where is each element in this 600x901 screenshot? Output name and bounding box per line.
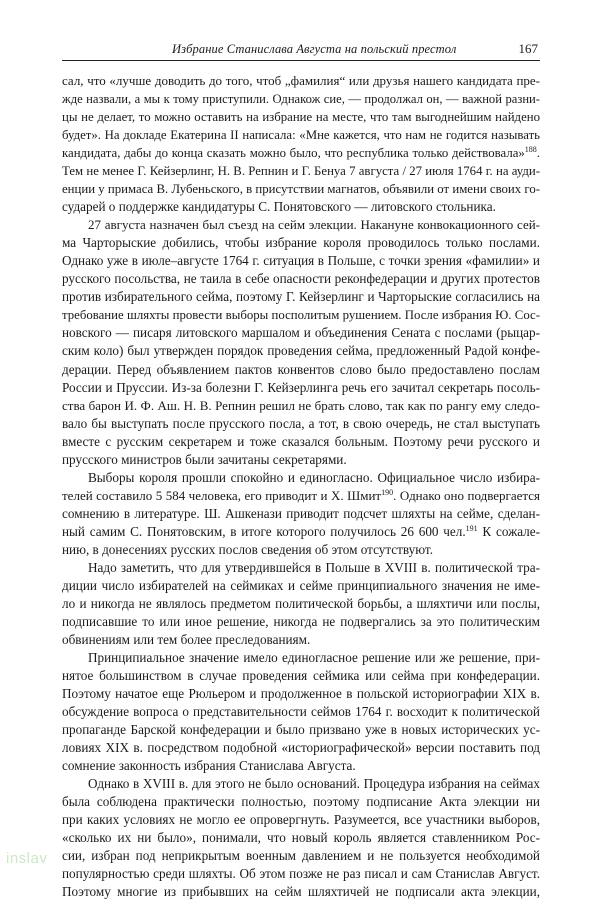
line-text: жде назвали, а мы к тому приступили. Однакож сие, –– продолжал он, — важной разни-: [62, 92, 540, 107]
text-line: [62, 865, 540, 883]
running-head: [62, 40, 540, 61]
line-text: новского — писаря литовского маршалом и объединения Сената с послами (рыцар-: [62, 325, 540, 341]
text-line: [62, 270, 540, 288]
line-text: вместе с русским секретарем и тоже сказался больным. Поэтому речи русского и: [62, 433, 540, 449]
text-line: [62, 361, 540, 379]
text-line: [62, 90, 540, 108]
text-line: [62, 198, 540, 216]
watermark-logo: inslav: [6, 850, 48, 867]
text-line: [62, 541, 540, 559]
text-body: [62, 72, 540, 901]
text-line: [62, 739, 540, 757]
line-text: сии, избран под неприкрытым военным давлением и не пользуется необходимой: [62, 848, 540, 864]
text-line: [62, 883, 540, 901]
line-text: пропаганде Барской конфедерации и было призвано уже в новых исторических ус-: [62, 722, 540, 738]
text-line: [62, 379, 540, 397]
line-text: Надо заметить, что для утвердившейся в Польше в XVIII в. политической тра-: [88, 559, 540, 575]
line-text: подписавшие то или иное решение, никогда не подвергались за это политическим: [62, 613, 540, 629]
page-number: 167: [518, 41, 538, 56]
text-line: [62, 108, 540, 126]
line-text: популярностью среди шляхты. Об этом позже не раз писал и сам Станислав Август.: [62, 866, 540, 882]
text-line: [62, 469, 540, 487]
text-line: [62, 613, 540, 631]
footnote-ref: 190: [381, 487, 394, 497]
text-line: [62, 216, 540, 234]
text-line: [62, 126, 540, 144]
line-text: диции число избирателей на сеймиках и сейме принципиального значения не име-: [62, 577, 540, 593]
line-text: дерации. Перед объявлением пактов конвентов слово было предоставлено послам: [62, 361, 540, 377]
text-line: [62, 649, 540, 667]
text-line: [62, 324, 540, 342]
line-text: обсуждение вопроса о представительности сеймов 1764 г. восходит к политической: [62, 704, 540, 720]
line-text-tail: . Однако оно подвергается: [393, 487, 540, 503]
line-text: Выборы короля прошли спокойно и единогласно. Официальное число избира-: [88, 469, 540, 485]
line-text: сомнению в литературе. Ш. Ашкенази приводит подсчет шляхты на сейме, сделан-: [62, 505, 540, 521]
text-line: [62, 523, 540, 541]
line-text: прусского министров были зачитаны секретарями.: [62, 451, 347, 467]
text-line: [62, 811, 540, 829]
text-line: [62, 342, 540, 360]
text-line: [62, 577, 540, 595]
running-title: Избрание Станислава Августа на польский престол: [172, 42, 457, 56]
line-text: Тем не менее Г. Кейзерлинг, Н. В. Репнин и Г. Бенуа 7 августа / 27 июля 1764 г. на ауди-: [62, 164, 540, 179]
line-text: требование шляхты провести выборы посполитым рушением. После избрания Ю. Сос-: [62, 308, 540, 323]
text-line: [62, 487, 540, 505]
text-line: [62, 162, 540, 180]
line-text: 27 августа назначен был съезд на сейм элекции. Накануне конвокационного сей-: [88, 217, 540, 233]
line-text: сомнение законность избрания Станислава Августа.: [62, 758, 356, 774]
line-text: сударей о поддержке кандидатуры С. Понятовского — литовского стольника.: [62, 199, 496, 215]
line-text: против избирательного сейма, поэтому Г. Кейзерлинг и Чарторыские согласились на: [62, 289, 540, 305]
text-line: [62, 144, 540, 162]
line-text: России и Пруссии. Из-за болезни Г. Кейзерлинга речь его зачитал секретарь посоль-: [62, 379, 540, 395]
text-line: [62, 631, 540, 649]
text-line: [62, 72, 540, 90]
line-text: будет». На докладе Екатерина II написала: «Мне кажется, что нам не годится называть: [62, 128, 540, 143]
line-text: ный самим С. Понятовским, в итоге которого получилось 26 600 чел.: [62, 523, 466, 539]
text-line: [62, 433, 540, 451]
line-text: кандидата, дабы до конца сказать можно было, что республика только действовала»: [62, 146, 525, 161]
line-text: Принципиальное значение имело единогласное решение или же решение, при-: [88, 650, 540, 665]
text-line: [62, 721, 540, 739]
line-text: при каких условиях не могло ее опровергнуть. Разумеется, все участники выборов,: [62, 812, 540, 828]
line-text: сал, что «лучше доводить до того, чтоб „фамилия“ или друзья нашего кандидата пре-: [62, 73, 540, 88]
line-text: Однако в XVIII в. для этого не было оснований. Процедура избрания на сеймах: [88, 776, 540, 792]
text-line: [62, 451, 540, 469]
line-text-tail: К сожале-: [477, 523, 540, 539]
line-text: ло и никогда не являлось предметом политической борьбы, а шляхтичи или послы,: [62, 595, 540, 611]
text-line: [62, 595, 540, 613]
text-line: [62, 180, 540, 198]
text-line: [62, 505, 540, 523]
line-text: ма Чарторыские добились, чтобы избрание короля проводилось только послами.: [62, 235, 540, 251]
line-text: ства барон И. Ф. Аш. Н. В. Репнин решил не брать слово, так как по рангу ему следо-: [62, 397, 540, 413]
text-line: [62, 703, 540, 721]
text-line: [62, 288, 540, 306]
text-line: [62, 847, 540, 865]
line-text: телей составило 5 584 человека, его приводит и Х. Шмит: [62, 487, 382, 503]
line-text: нию, в донесениях русских послов сведения об этом отсутствуют.: [62, 541, 433, 557]
text-line: [62, 559, 540, 577]
line-text: была соблюдена практически полностью, поэтому подписание Акта элекции ни: [62, 794, 540, 810]
text-line: [62, 775, 540, 793]
line-text: ским коло) был утвержден порядок проведения сейма, предложенный Радой конфе-: [62, 343, 540, 359]
text-line: [62, 829, 540, 847]
text-line: [62, 252, 540, 270]
line-text: ловиях XIX в. посредством подобной «историографической» версии поставить под: [62, 740, 540, 756]
text-line: [62, 415, 540, 433]
line-text: Поэтому начатое еще Рюльером и продолженное в польской историографии XIX в.: [62, 686, 540, 702]
line-text: обвинениям или тем более преследованиям.: [62, 631, 311, 647]
footnote-ref: 191: [465, 523, 478, 533]
line-text: вало бы выступать после прусского посла, а тот, в свою очередь, не стал выступать: [62, 415, 540, 431]
line-text-tail: .: [536, 146, 540, 161]
text-line: [62, 234, 540, 252]
text-line: [62, 306, 540, 324]
text-line: [62, 667, 540, 685]
line-text: нятое большинством в случае проведения сеймика или сейма при конфедерации.: [62, 668, 540, 684]
footnote-ref: 188: [524, 145, 537, 155]
line-text: русского посольства, не таила в себе опасности реконфедерации и других протестов: [62, 271, 540, 287]
text-line: [62, 757, 540, 775]
line-text: цы не делает, то можно оставить на избрание на месте, что там выгоднейшим найдено: [62, 110, 540, 125]
line-text: енции у примаса В. Лубеньского, в присутствии магнатов, объявили от имени своих го-: [62, 182, 540, 197]
line-text: «сколько их ни было», понимали, что новый король является ставленником Рос-: [62, 830, 540, 846]
text-line: [62, 685, 540, 703]
text-line: [62, 793, 540, 811]
text-line: [62, 397, 540, 415]
line-text: Однако уже в июле–августе 1764 г. ситуация в Польше, с точки зрения «фамилии» и: [62, 253, 540, 269]
line-text: Поэтому многие из прибывших на сейм шляхтичей не подписали акта элекции,: [62, 884, 540, 900]
